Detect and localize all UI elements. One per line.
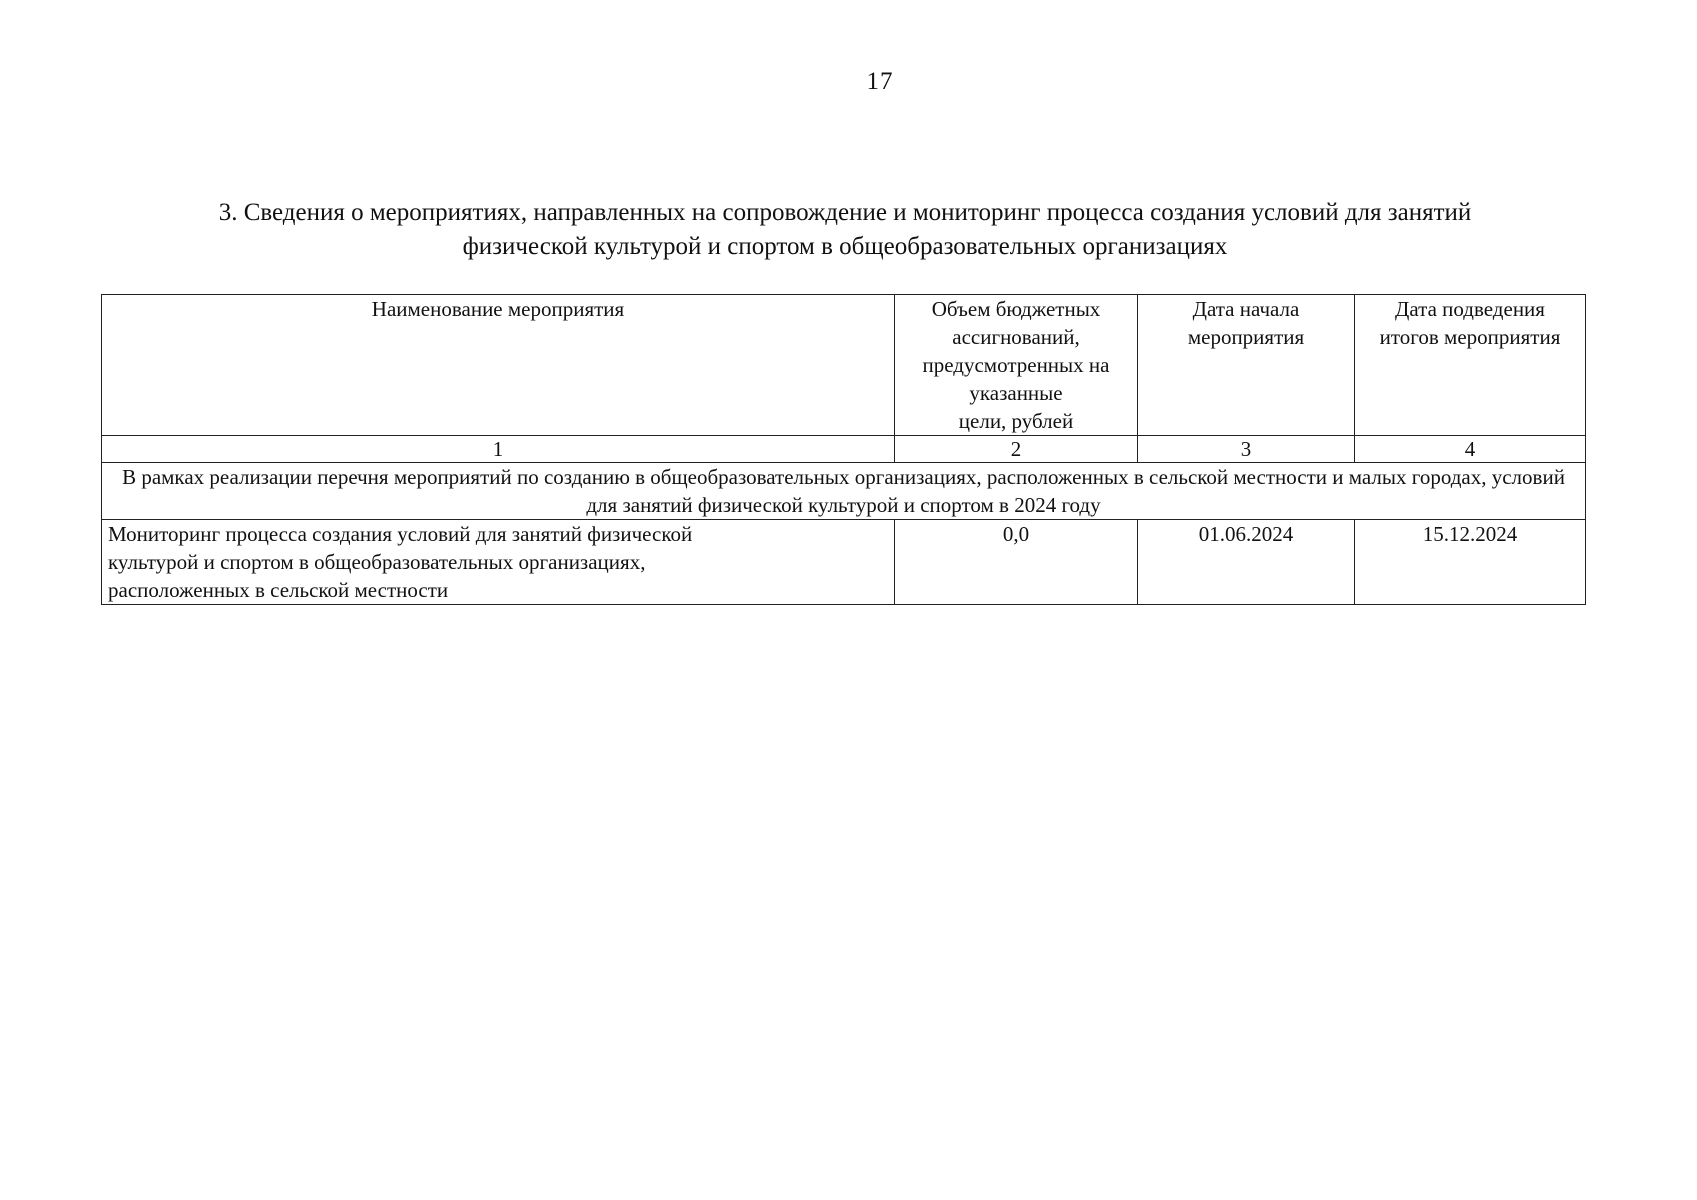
section-title-line-2: физической культурой и спортом в общеобразовательных организациях <box>462 233 1228 260</box>
measure-name-cell: Мониторинг процесса создания условий для занятий физической культурой и спортом в общеобразовательных организациях, расположенных в сельской местности <box>102 520 895 605</box>
header-measure-name: Наименование мероприятия <box>102 295 895 436</box>
section-title <box>100 196 1590 264</box>
column-number-4: 4 <box>1355 436 1586 463</box>
header-start-date: Дата начала мероприятия <box>1138 295 1355 436</box>
header-budget: Объем бюджетных ассигнований, предусмотренных на указанные цели, рублей <box>895 295 1138 436</box>
table-header-row <box>102 295 1586 436</box>
header-end-date: Дата подведения итогов мероприятия <box>1355 295 1586 436</box>
column-number-row <box>102 436 1586 463</box>
section-title-line-1: 3. Сведения о мероприятиях, направленных на сопровождение и мониторинг процесса создания условий для занятий <box>218 199 1472 226</box>
section-heading-row <box>102 463 1586 520</box>
start-date-cell: 01.06.2024 <box>1138 520 1355 605</box>
column-number-2: 2 <box>895 436 1138 463</box>
measures-table <box>101 294 1586 605</box>
table-row <box>102 520 1586 605</box>
column-number-3: 3 <box>1138 436 1355 463</box>
budget-cell: 0,0 <box>895 520 1138 605</box>
end-date-cell: 15.12.2024 <box>1355 520 1586 605</box>
page-number: 17 <box>866 68 894 95</box>
section-heading: В рамках реализации перечня мероприятий по созданию в общеобразовательных организациях, расположенных в сельской местности и малых городах, условий для занятий физической культурой и спортом в 2024 году <box>102 463 1586 520</box>
column-number-1: 1 <box>102 436 895 463</box>
